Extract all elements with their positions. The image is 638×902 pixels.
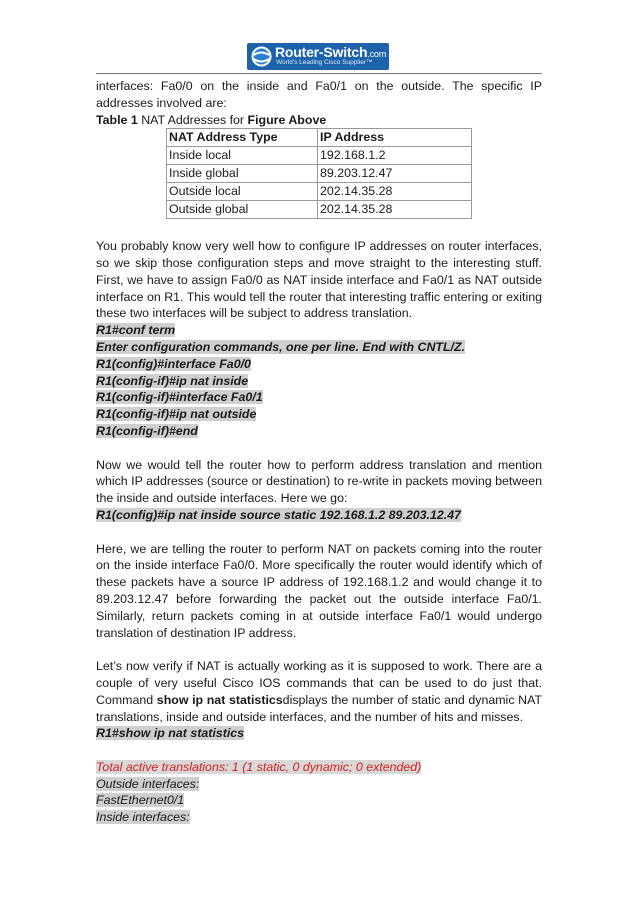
explanation-paragraph: Here, we are telling the router to perform NAT on packets coming into the router on the inside interface Fa0/0. More specifically the router would identify which of these packets have a source IP address of 192.168.1.2 and would change it to 89.203.12.47 before forwarding the packet out the outside interface Fa0/1. Similarly, return packets coming in at outside interface Fa0/1 would undergo translation of destination IP address. — [96, 541, 542, 640]
logo-title: Router-Switch.com — [275, 44, 386, 60]
table-caption-label: Table 1 — [96, 112, 138, 127]
table-cell: 192.168.1.2 — [318, 147, 472, 165]
table-header-cell: NAT Address Type — [167, 129, 318, 147]
command-line: R1#conf term — [96, 323, 176, 338]
logo-suffix: .com — [367, 49, 386, 59]
table-cell: 202.14.35.28 — [318, 183, 472, 201]
table-caption — [96, 112, 542, 129]
table-header-cell: IP Address — [318, 129, 472, 147]
command-line: R1(config-if)#ip nat inside — [96, 373, 249, 388]
command-line: R1(config-if)#ip nat outside — [96, 407, 257, 422]
page-header — [96, 42, 542, 76]
static-nat-command: R1(config)#ip nat inside source static 192.168.1.2 89.203.12.47 — [96, 507, 462, 522]
config-command-block — [96, 322, 542, 440]
table-cell: Outside global — [167, 201, 318, 219]
table-row — [167, 165, 472, 183]
config-paragraph: You probably know very well how to configure IP addresses on router interfaces, so we skip those configuration steps and move straight to the interesting stuff. First, we have to assign Fa0/0 as NAT inside interface and Fa0/1 as NAT outside interface on R1. This would tell the router that interesting traffic entering or exiting these two interfaces will be subject to address translation. — [96, 239, 542, 321]
output-outside-value: FastEthernet0/1 — [96, 793, 185, 808]
show-command-inline: show ip nat statistics — [156, 692, 283, 707]
intro-paragraph: interfaces: Fa0/0 on the inside and Fa0/1 on the outside. The specific IP addresses involved are: — [96, 79, 542, 110]
table-row — [167, 201, 472, 219]
logo-tagline: World's Leading Cisco Supplier™ — [276, 59, 373, 66]
command-line: R1(config-if)#end — [96, 423, 198, 438]
document-body — [96, 78, 542, 826]
table-cell: Inside local — [167, 147, 318, 165]
table-row — [167, 183, 472, 201]
verify-paragraph: Let’s now verify if NAT is actually working as it is supposed to work. There are a couple of very useful Cisco IOS commands that can be used to do just that. Command show ip nat statisticsdisplays the number of static and dynamic NAT translations, inside and outside interfaces, and the number of hits and misses. — [96, 659, 542, 724]
command-line: R1(config-if)#interface Fa0/1 — [96, 390, 263, 405]
output-total-translations: Total active translations: 1 (1 static, 0 dynamic; 0 extended) — [96, 759, 422, 774]
command-output-block — [96, 759, 542, 826]
table-cell: Outside local — [167, 183, 318, 201]
table-cell: 202.14.35.28 — [318, 201, 472, 219]
output-inside-label: Inside interfaces: — [96, 810, 190, 825]
nat-address-table — [166, 128, 472, 219]
table-row — [167, 147, 472, 165]
table-cell: 89.203.12.47 — [318, 165, 472, 183]
table-cell: Inside global — [167, 165, 318, 183]
output-outside-label: Outside interfaces: — [96, 776, 200, 791]
header-divider — [96, 73, 542, 74]
router-switch-logo — [247, 43, 389, 70]
command-line: Enter configuration commands, one per line. End with CNTL/Z. — [96, 339, 465, 354]
command-line: R1(config)#interface Fa0/0 — [96, 356, 251, 371]
translation-paragraph: Now we would tell the router how to perform address translation and mention which IP addresses (source or destination) to re-write in packets moving between the inside and outside interfaces. Here we go: — [96, 457, 542, 506]
globe-logo-icon — [251, 46, 272, 67]
show-command: R1#show ip nat statistics — [96, 726, 245, 741]
table-header-row — [167, 129, 472, 147]
table-caption-text: NAT Addresses for — [137, 112, 248, 127]
table-caption-bold: Figure Above — [247, 112, 327, 127]
